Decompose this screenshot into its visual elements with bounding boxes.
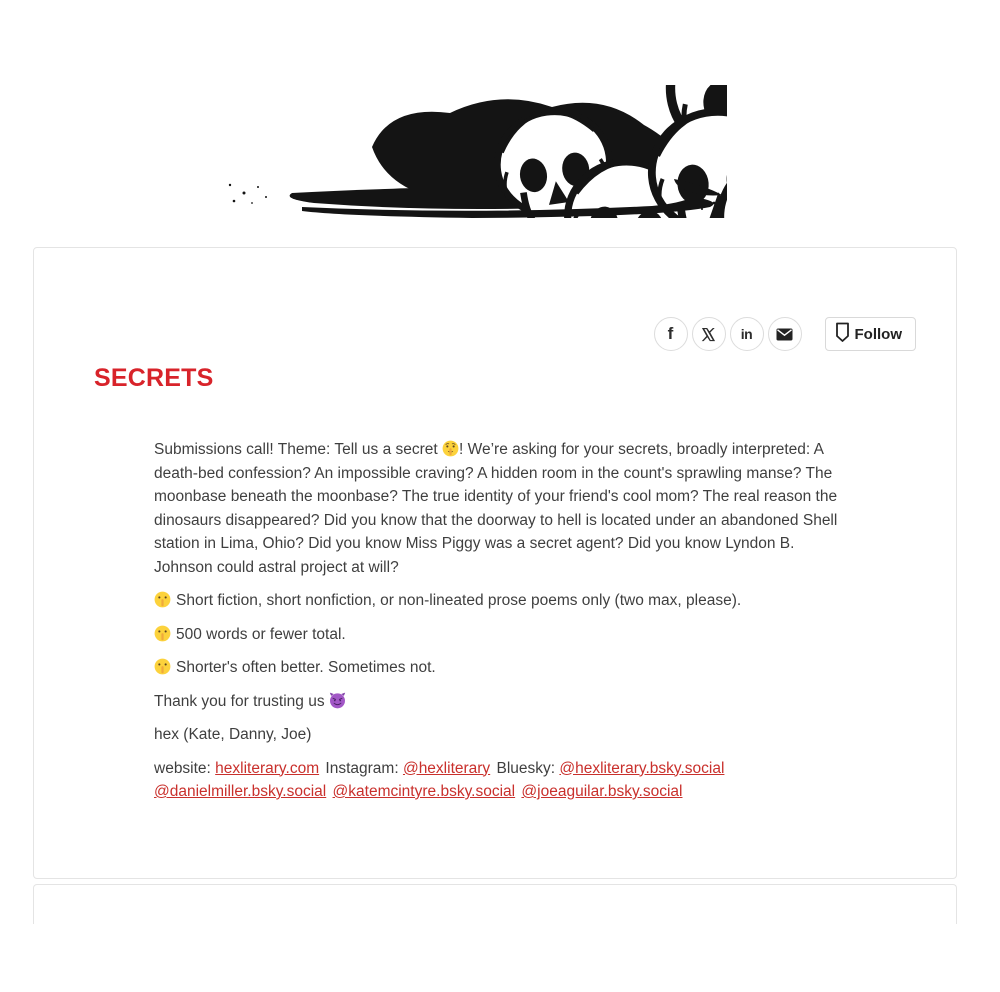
skull-pile-illustration <box>222 85 727 218</box>
thanks-text: Thank you for trusting us <box>154 692 329 710</box>
guideline-item <box>154 589 849 613</box>
bluesky-link[interactable]: @katemcintyre.bsky.social <box>332 783 516 800</box>
x-icon <box>701 327 716 342</box>
website-label: website: <box>154 759 216 777</box>
submission-card <box>33 247 957 879</box>
bookmark-ribbon-icon <box>835 322 850 347</box>
bluesky-label: Bluesky: <box>492 759 560 777</box>
bluesky-link[interactable]: @hexliterary.bsky.social <box>559 759 725 777</box>
email-share-button[interactable] <box>768 317 802 351</box>
guideline-text: Shorter's often better. Sometimes not. <box>176 659 436 676</box>
description-body <box>154 438 849 814</box>
next-section-card <box>33 884 957 924</box>
social-share-row <box>650 317 917 351</box>
guideline-item <box>154 656 849 680</box>
shushing-face-emoji <box>154 591 171 608</box>
guideline-item <box>154 623 849 647</box>
intro-text-after: ! We’re asking for your secrets, broadly interpreted: A death-bed confession? An impossible craving? A hidden room in the count's sprawling manse? The moonbase beneath the moonbase? The true identity of your friend's cool mom? The real reason the dinosaurs disappeared? Did you know that the doorway to hell is located under an abandoned Shell station in Lima, Ohio? Did you know Miss Piggy was a secret agent? Did you know Lyndon B. Johnson could astral project at will? <box>154 441 838 576</box>
signature-line: hex (Kate, Danny, Joe) <box>154 726 312 743</box>
guideline-text: 500 words or fewer total. <box>176 625 346 643</box>
bluesky-link[interactable]: @danielmiller.bsky.social <box>154 783 327 800</box>
shushing-face-emoji <box>442 440 459 457</box>
thanks-paragraph <box>154 690 849 714</box>
page-title: SECRETS <box>94 364 214 392</box>
skull-pile-svg <box>222 85 727 218</box>
linkedin-share-button[interactable] <box>730 317 764 351</box>
guideline-text: Short fiction, short nonfiction, or non-lineated prose poems only (two max, please). <box>176 592 742 609</box>
intro-paragraph <box>154 438 849 579</box>
shushing-face-emoji <box>154 658 171 675</box>
intro-text-before: Submissions call! Theme: Tell us a secret <box>154 441 443 458</box>
facebook-icon: f <box>667 324 674 343</box>
shushing-face-emoji <box>154 625 171 642</box>
linkedin-icon: in <box>740 326 753 342</box>
devil-face-emoji <box>329 692 346 709</box>
email-icon <box>776 328 793 341</box>
website-link[interactable]: hexliterary.com <box>215 759 320 777</box>
links-paragraph <box>154 757 849 804</box>
x-share-button[interactable] <box>692 317 726 351</box>
bluesky-link[interactable]: @joeaguilar.bsky.social <box>521 783 683 800</box>
follow-button[interactable] <box>825 317 917 351</box>
instagram-label: Instagram: <box>321 759 403 777</box>
facebook-share-button[interactable] <box>654 317 688 351</box>
follow-label: Follow <box>854 325 902 343</box>
instagram-link[interactable]: @hexliterary <box>402 759 491 777</box>
